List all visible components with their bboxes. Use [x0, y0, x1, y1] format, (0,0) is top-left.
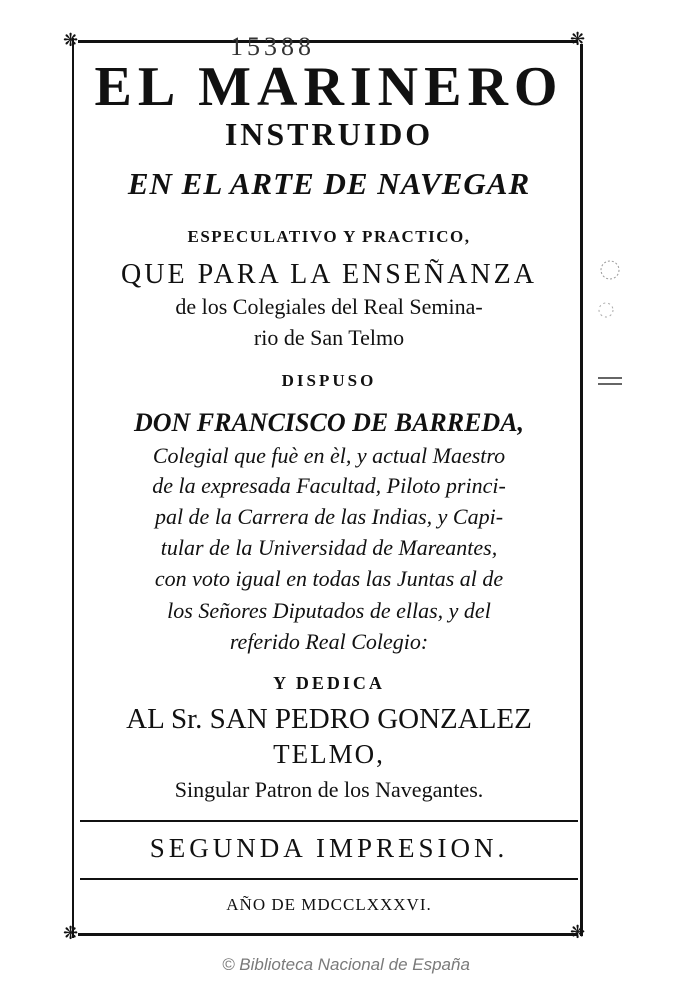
edition-top-rule — [80, 820, 578, 822]
author-description-line: los Señores Diputados de ellas, y del — [167, 598, 491, 623]
author-name: DON FRANCISCO DE BARREDA, — [133, 408, 525, 437]
book-subtitle: INSTRUIDO — [224, 116, 434, 152]
edition-statement: SEGUNDA IMPRESION. — [149, 833, 509, 863]
author-description-line: con voto igual en todas las Juntas al de — [154, 566, 504, 591]
corner-ornament-icon: ❋ — [63, 923, 79, 944]
page-bleed-marks — [592, 250, 632, 400]
left-border-rule — [72, 38, 74, 938]
purpose-line: QUE PARA LA ENSEÑANZA — [121, 259, 537, 290]
author-description-line: pal de la Carrera de las Indias, y Capi- — [154, 504, 504, 529]
book-title: EL MARINERO — [94, 56, 564, 118]
top-border-rule — [78, 40, 578, 43]
bottom-border-rule — [78, 933, 578, 936]
library-stamp: 15388 — [230, 32, 315, 61]
purpose-line: de los Colegiales del Real Semina- — [175, 294, 483, 319]
corner-ornament-icon: ❋ — [570, 922, 586, 943]
right-border-rule — [580, 44, 583, 936]
author-description-line: de la expresada Facultad, Piloto princi- — [152, 473, 506, 498]
author-description-line: Colegial que fuè en èl, y actual Maestro — [152, 443, 506, 468]
book-qualifier: ESPECULATIVO Y PRACTICO, — [187, 227, 471, 246]
dedicatee-line: Singular Patron de los Navegantes. — [174, 777, 484, 802]
dedicatee-line: TELMO, — [273, 739, 385, 769]
dispuso-heading: DISPUSO — [281, 371, 377, 390]
author-description-line: tular de la Universidad de Mareantes, — [160, 535, 498, 560]
edition-bottom-rule — [80, 878, 578, 880]
author-description-line: referido Real Colegio: — [229, 629, 429, 654]
corner-ornament-icon: ❋ — [63, 30, 79, 51]
dedica-heading: Y DEDICA — [273, 673, 385, 693]
copyright-footer: © Biblioteca Nacional de España — [222, 955, 470, 974]
dedicatee-line: AL Sr. SAN PEDRO GONZALEZ — [126, 703, 532, 735]
book-subject: EN EL ARTE DE NAVEGAR — [127, 166, 531, 201]
corner-ornament-icon: ❋ — [570, 29, 586, 50]
publication-year: AÑO DE MDCCLXXXVI. — [226, 895, 432, 914]
purpose-line: rio de San Telmo — [253, 325, 405, 350]
